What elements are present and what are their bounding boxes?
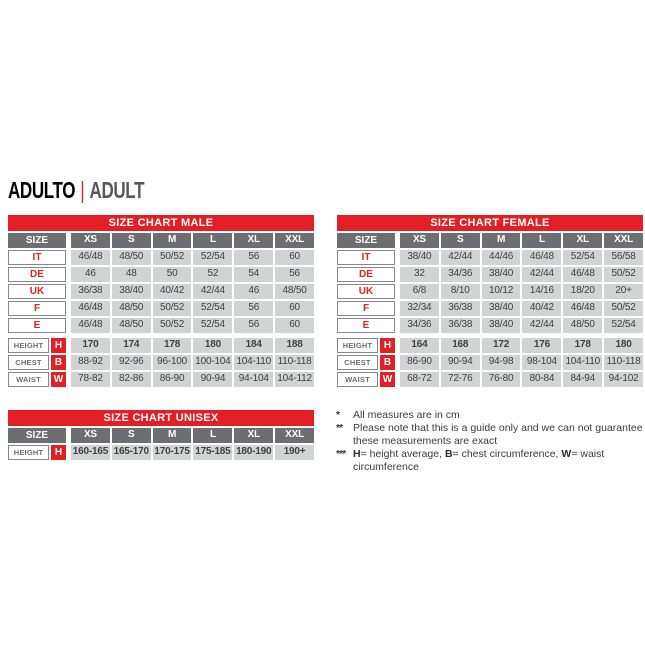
size-value-cell: 32: [400, 267, 439, 282]
section-gap: [8, 333, 314, 336]
column-header-cell: XXL: [275, 233, 314, 248]
column-header-cell: XS: [71, 233, 110, 248]
footnote-text: [353, 448, 645, 474]
column-header-cell: S: [441, 233, 480, 248]
page-title-primary: ADULTO: [8, 177, 76, 203]
footnotes: [336, 409, 645, 474]
size-value-cell: 50/52: [153, 250, 192, 265]
region-code-cell: DE: [337, 267, 395, 282]
size-value-cell: 56: [275, 267, 314, 282]
size-value-cell: 40/42: [153, 284, 192, 299]
measure-value-cell: 86-90: [153, 372, 192, 387]
measure-label-cell: HEIGHT: [8, 445, 49, 460]
size-value-cell: 52/54: [563, 250, 602, 265]
measure-value-cell: 180: [604, 338, 643, 353]
chart-title-bar: SIZE CHART FEMALE: [337, 215, 643, 231]
size-value-cell: 42/44: [522, 267, 561, 282]
chart-title-bar: SIZE CHART MALE: [8, 215, 314, 231]
column-header-cell: XXL: [275, 428, 314, 443]
measure-letter-badge: W: [380, 372, 395, 387]
measure-value-cell: 80-84: [522, 372, 561, 387]
column-header-cell: M: [153, 233, 192, 248]
size-value-cell: 36/38: [71, 284, 110, 299]
size-value-cell: 46/48: [522, 250, 561, 265]
size-value-cell: 46/48: [71, 301, 110, 316]
measure-value-cell: 68-72: [400, 372, 439, 387]
measure-value-cell: 84-94: [563, 372, 602, 387]
size-value-cell: 38/40: [482, 301, 521, 316]
chart-title-bar: SIZE CHART UNISEX: [8, 410, 314, 426]
measure-row: [337, 355, 643, 370]
measure-value-cell: 104-112: [275, 372, 314, 387]
size-chart-male: [8, 215, 314, 387]
region-label-slot: [337, 250, 395, 265]
size-value-cell: 6/8: [400, 284, 439, 299]
column-header-cell: XS: [71, 428, 110, 443]
region-size-row: [8, 250, 314, 265]
measure-label-slot: [8, 372, 66, 387]
size-value-cell: 60: [275, 250, 314, 265]
size-label-slot: [8, 428, 66, 443]
measure-value-cell: 78-82: [71, 372, 110, 387]
measure-value-cell: 184: [234, 338, 273, 353]
region-label-slot: [337, 284, 395, 299]
region-label-slot: [337, 267, 395, 282]
measure-value-cell: 94-104: [234, 372, 273, 387]
column-header-cell: S: [112, 428, 151, 443]
measure-label-slot: [337, 372, 395, 387]
size-value-cell: 48/50: [563, 318, 602, 333]
size-value-cell: 36/38: [441, 301, 480, 316]
page-title: [8, 177, 144, 204]
measure-value-cell: 188: [275, 338, 314, 353]
measure-value-cell: 94-98: [482, 355, 521, 370]
region-label-slot: [8, 267, 66, 282]
column-header-cell: XXL: [604, 233, 643, 248]
column-header-cell: M: [153, 428, 192, 443]
size-value-cell: 50/52: [604, 301, 643, 316]
size-header-cell: SIZE: [337, 233, 395, 248]
size-value-cell: 48: [112, 267, 151, 282]
region-code-cell: IT: [337, 250, 395, 265]
footnote-segment: = waist circumference: [353, 448, 605, 473]
size-value-cell: 50/52: [604, 267, 643, 282]
size-value-cell: 56: [234, 301, 273, 316]
measure-row: [337, 372, 643, 387]
region-label-slot: [8, 318, 66, 333]
size-value-cell: 50/52: [153, 301, 192, 316]
measure-value-cell: 165-170: [112, 445, 151, 460]
size-value-cell: 54: [234, 267, 273, 282]
size-value-cell: 56/58: [604, 250, 643, 265]
measure-label-cell: CHEST: [337, 355, 378, 370]
region-code-cell: E: [8, 318, 66, 333]
measure-letter-badge: H: [380, 338, 395, 353]
column-header-row: [8, 428, 314, 443]
measure-value-cell: 180: [193, 338, 232, 353]
size-value-cell: 52/54: [604, 318, 643, 333]
size-label-slot: [8, 233, 66, 248]
region-size-row: [337, 267, 643, 282]
measure-value-cell: 86-90: [400, 355, 439, 370]
footnote-segment: Please note that this is a guide only and we can not guarantee these measurements are exact: [353, 422, 643, 447]
page-title-secondary: ADULT: [89, 177, 145, 203]
size-value-cell: 50/52: [153, 318, 192, 333]
size-value-cell: 52/54: [193, 250, 232, 265]
measure-value-cell: 176: [522, 338, 561, 353]
region-code-cell: UK: [8, 284, 66, 299]
measure-label-cell: WAIST: [8, 372, 49, 387]
measure-row: [8, 355, 314, 370]
region-label-slot: [337, 301, 395, 316]
section-gap: [337, 333, 643, 336]
size-value-cell: 38/40: [112, 284, 151, 299]
measure-row: [8, 372, 314, 387]
size-value-cell: 38/40: [482, 318, 521, 333]
column-header-cell: L: [193, 428, 232, 443]
measure-label-slot: [337, 338, 395, 353]
size-value-cell: 14/16: [522, 284, 561, 299]
measure-letter-badge: B: [51, 355, 66, 370]
region-size-row: [337, 284, 643, 299]
page-title-separator: |: [80, 177, 85, 203]
size-value-cell: 60: [275, 318, 314, 333]
measure-row: [337, 338, 643, 353]
size-value-cell: 48/50: [112, 250, 151, 265]
measure-label-cell: HEIGHT: [8, 338, 49, 353]
measure-row: [8, 338, 314, 353]
size-value-cell: 52/54: [193, 301, 232, 316]
size-header-cell: SIZE: [8, 428, 66, 443]
region-size-row: [8, 267, 314, 282]
column-header-cell: L: [522, 233, 561, 248]
footnote-segment: = height average,: [360, 448, 445, 460]
size-value-cell: 34/36: [400, 318, 439, 333]
size-value-cell: 52/54: [193, 318, 232, 333]
size-label-slot: [337, 233, 395, 248]
column-header-cell: XL: [563, 233, 602, 248]
measure-letter-badge: H: [51, 445, 66, 460]
measure-value-cell: 190+: [275, 445, 314, 460]
measure-value-cell: 168: [441, 338, 480, 353]
size-value-cell: 46/48: [71, 318, 110, 333]
size-header-cell: SIZE: [8, 233, 66, 248]
measure-value-cell: 174: [112, 338, 151, 353]
region-size-row: [8, 301, 314, 316]
size-value-cell: 46/48: [563, 267, 602, 282]
measure-value-cell: 104-110: [234, 355, 273, 370]
footnote-segment: = chest circumference,: [452, 448, 562, 460]
measure-row: [8, 445, 314, 460]
region-size-row: [8, 318, 314, 333]
footnote-segment: W: [561, 448, 572, 460]
column-header-cell: L: [193, 233, 232, 248]
measure-label-slot: [8, 355, 66, 370]
size-value-cell: 52: [193, 267, 232, 282]
measure-value-cell: 178: [153, 338, 192, 353]
measure-value-cell: 164: [400, 338, 439, 353]
measure-label-slot: [8, 338, 66, 353]
size-value-cell: 42/44: [193, 284, 232, 299]
measure-value-cell: 175-185: [193, 445, 232, 460]
measure-value-cell: 172: [482, 338, 521, 353]
column-header-cell: XL: [234, 233, 273, 248]
size-value-cell: 20+: [604, 284, 643, 299]
size-chart-unisex: [8, 410, 314, 460]
size-value-cell: 46/48: [71, 250, 110, 265]
size-value-cell: 44/46: [482, 250, 521, 265]
footnote-text: [353, 409, 645, 422]
size-value-cell: 10/12: [482, 284, 521, 299]
region-code-cell: UK: [337, 284, 395, 299]
measure-value-cell: 76-80: [482, 372, 521, 387]
measure-value-cell: 104-110: [563, 355, 602, 370]
measure-label-slot: [337, 355, 395, 370]
footnote-line: [336, 422, 645, 448]
footnote-line: [336, 409, 645, 422]
region-label-slot: [8, 250, 66, 265]
footnote-text: [353, 422, 645, 448]
size-value-cell: 18/20: [563, 284, 602, 299]
measure-value-cell: 90-94: [441, 355, 480, 370]
measure-value-cell: 92-96: [112, 355, 151, 370]
size-value-cell: 38/40: [400, 250, 439, 265]
region-code-cell: E: [337, 318, 395, 333]
measure-label-cell: CHEST: [8, 355, 49, 370]
measure-value-cell: 88-92: [71, 355, 110, 370]
footnote-line: [336, 448, 645, 474]
size-value-cell: 34/36: [441, 267, 480, 282]
size-value-cell: 46: [234, 284, 273, 299]
size-value-cell: 48/50: [275, 284, 314, 299]
size-value-cell: 60: [275, 301, 314, 316]
column-header-cell: XL: [234, 428, 273, 443]
footnote-marker: ***: [336, 448, 346, 460]
size-value-cell: 46: [71, 267, 110, 282]
column-header-cell: M: [482, 233, 521, 248]
region-code-cell: F: [8, 301, 66, 316]
size-value-cell: 8/10: [441, 284, 480, 299]
region-size-row: [8, 284, 314, 299]
size-value-cell: 38/40: [482, 267, 521, 282]
size-value-cell: 42/44: [522, 318, 561, 333]
region-code-cell: IT: [8, 250, 66, 265]
size-value-cell: 48/50: [112, 318, 151, 333]
measure-value-cell: 100-104: [193, 355, 232, 370]
size-value-cell: 36/38: [441, 318, 480, 333]
footnote-segment: All measures are in cm: [353, 409, 460, 421]
region-size-row: [337, 318, 643, 333]
size-value-cell: 46/48: [563, 301, 602, 316]
measure-value-cell: 160-165: [71, 445, 110, 460]
measure-label-cell: WAIST: [337, 372, 378, 387]
region-code-cell: DE: [8, 267, 66, 282]
region-size-row: [337, 250, 643, 265]
measure-value-cell: 110-118: [604, 355, 643, 370]
size-value-cell: 42/44: [441, 250, 480, 265]
measure-value-cell: 170: [71, 338, 110, 353]
size-value-cell: 56: [234, 250, 273, 265]
measure-letter-badge: W: [51, 372, 66, 387]
size-value-cell: 40/42: [522, 301, 561, 316]
size-value-cell: 48/50: [112, 301, 151, 316]
column-header-cell: XS: [400, 233, 439, 248]
measure-letter-badge: B: [380, 355, 395, 370]
region-label-slot: [8, 284, 66, 299]
column-header-row: [337, 233, 643, 248]
footnote-marker: **: [336, 422, 343, 434]
measure-value-cell: 98-104: [522, 355, 561, 370]
measure-value-cell: 96-100: [153, 355, 192, 370]
measure-value-cell: 180-190: [234, 445, 273, 460]
measure-value-cell: 94-102: [604, 372, 643, 387]
size-value-cell: 50: [153, 267, 192, 282]
region-size-row: [337, 301, 643, 316]
size-chart-female: [337, 215, 643, 387]
measure-value-cell: 110-118: [275, 355, 314, 370]
size-value-cell: 56: [234, 318, 273, 333]
size-value-cell: 32/34: [400, 301, 439, 316]
region-label-slot: [8, 301, 66, 316]
footnote-segment: B: [444, 448, 453, 460]
measure-value-cell: 82-86: [112, 372, 151, 387]
footnote-marker: *: [336, 409, 340, 421]
region-code-cell: F: [337, 301, 395, 316]
region-label-slot: [337, 318, 395, 333]
measure-value-cell: 90-94: [193, 372, 232, 387]
column-header-row: [8, 233, 314, 248]
measure-value-cell: 72-76: [441, 372, 480, 387]
footnote-segment: H: [353, 448, 361, 460]
measure-label-cell: HEIGHT: [337, 338, 378, 353]
measure-label-slot: [8, 445, 66, 460]
column-header-cell: S: [112, 233, 151, 248]
measure-value-cell: 170-175: [153, 445, 192, 460]
measure-letter-badge: H: [51, 338, 66, 353]
measure-value-cell: 178: [563, 338, 602, 353]
